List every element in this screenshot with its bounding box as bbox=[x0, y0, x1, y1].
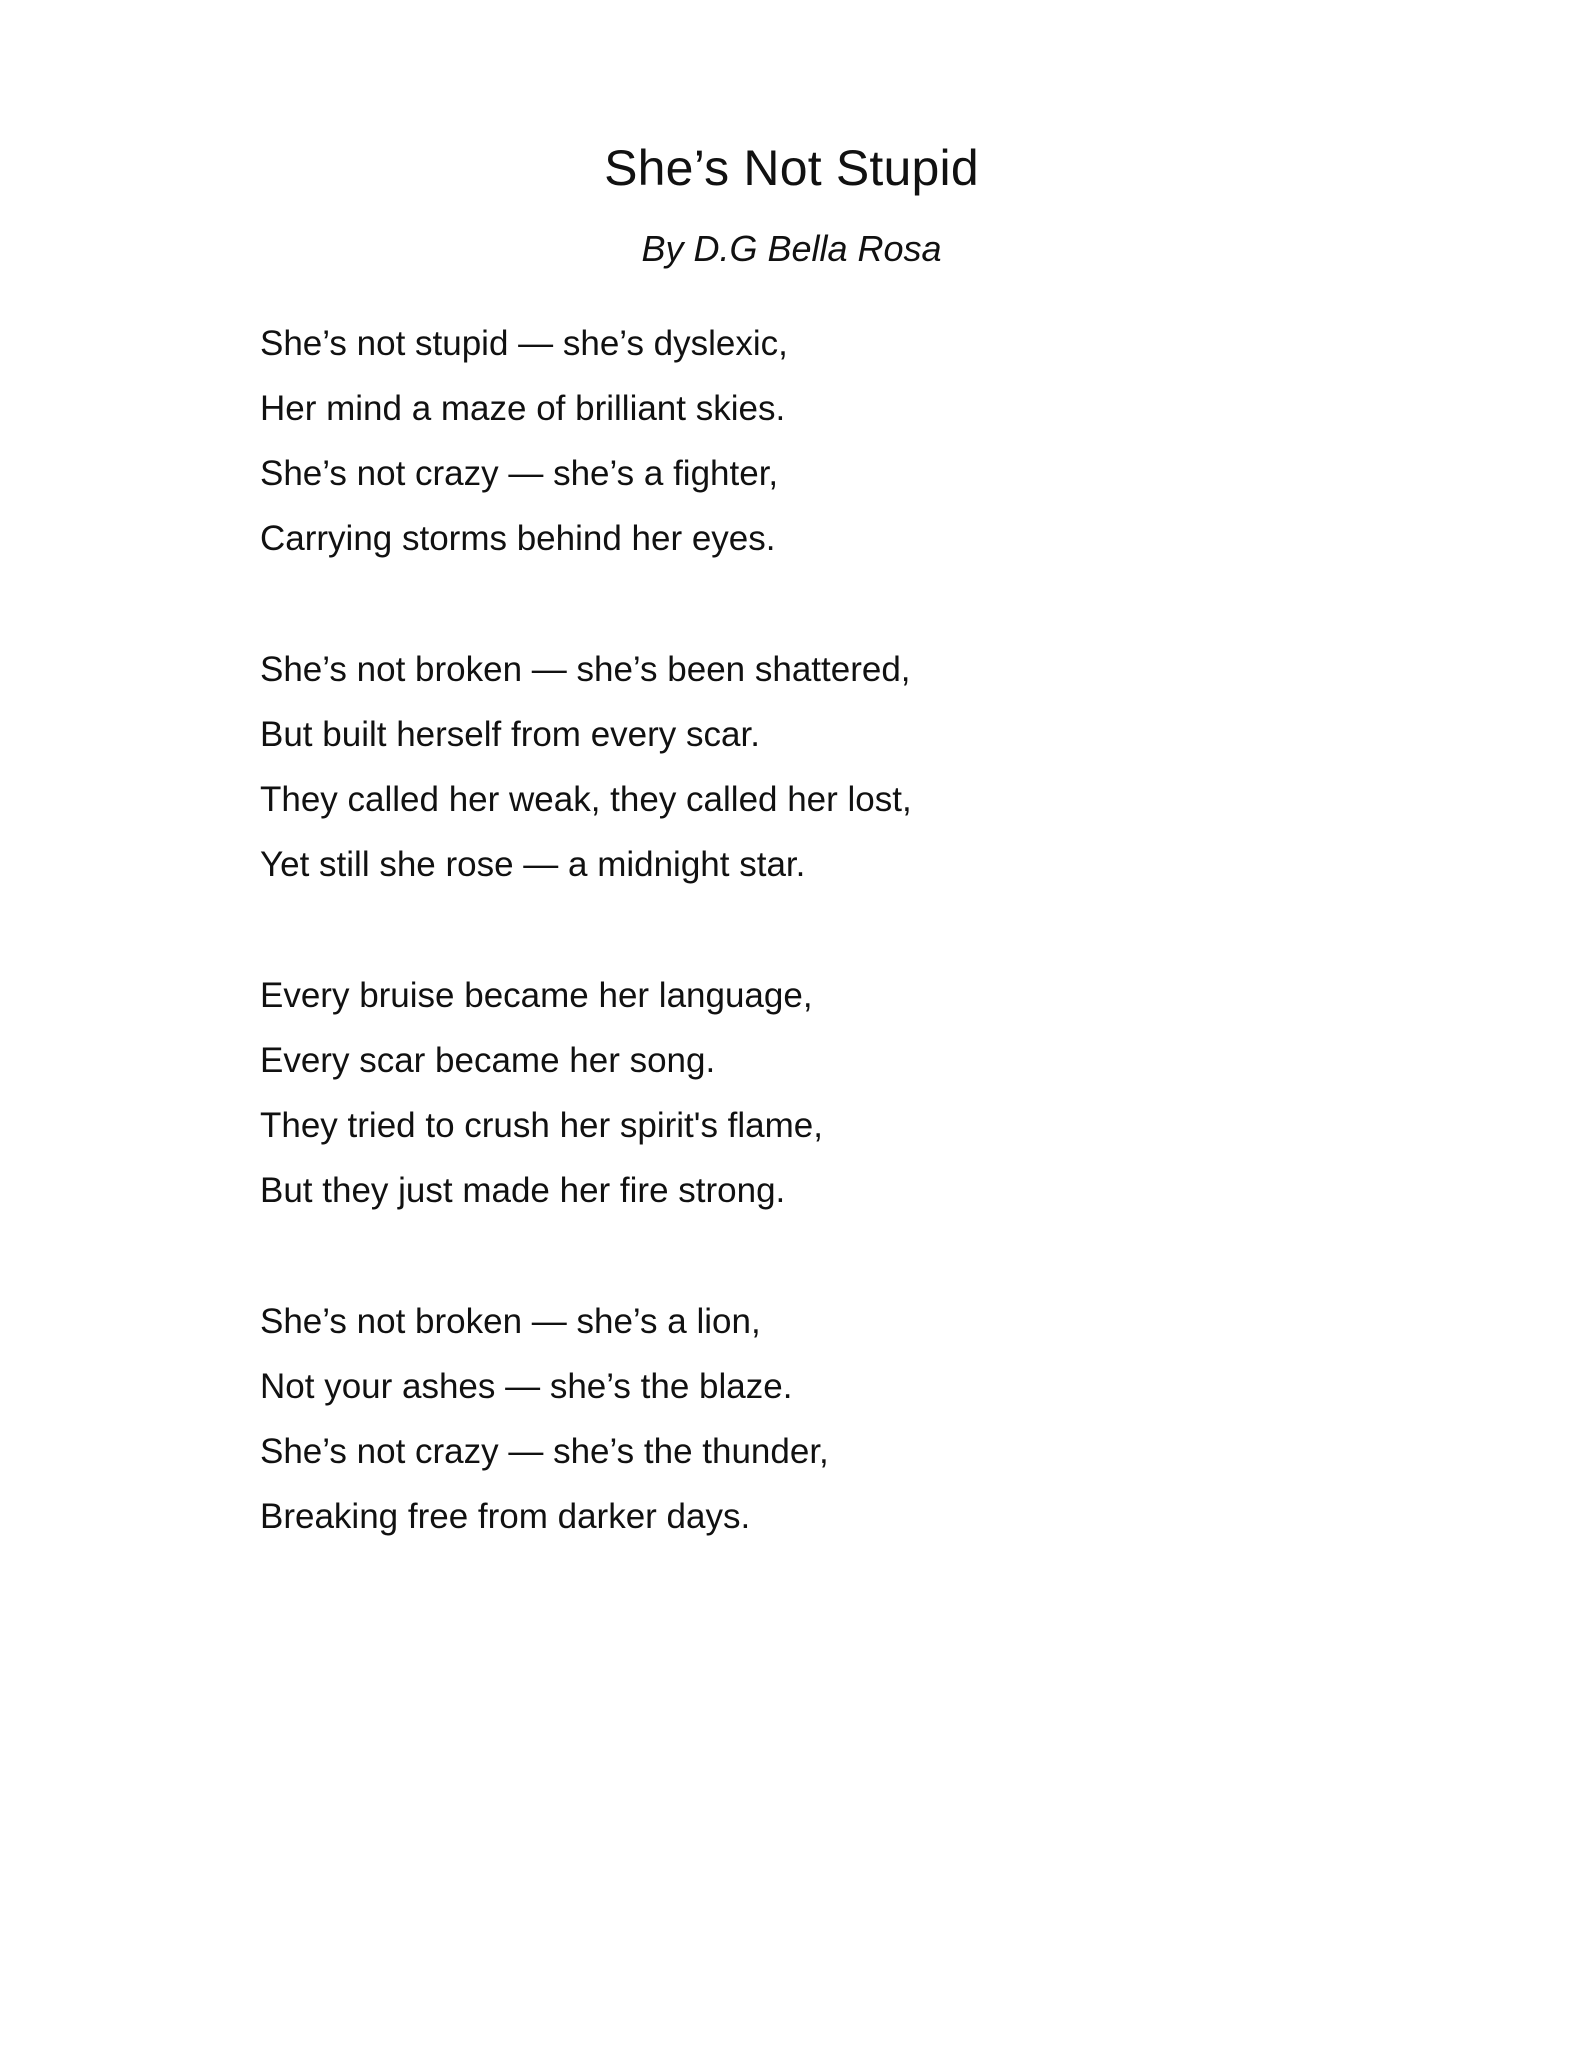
poem-line: But built herself from every scar. bbox=[260, 715, 760, 754]
poem-body bbox=[260, 311, 1360, 1615]
poem-title: She’s Not Stupid bbox=[604, 140, 979, 196]
poem-line: They called her weak, they called her lost, bbox=[260, 780, 912, 819]
poem-line: They tried to crush her spirit's flame, bbox=[260, 1106, 823, 1145]
poem-byline: By D.G Bella Rosa bbox=[641, 228, 942, 269]
poem-line: She’s not crazy — she’s the thunder, bbox=[260, 1432, 829, 1471]
stanza-3 bbox=[260, 963, 1360, 1223]
poem-line: She’s not crazy — she’s a fighter, bbox=[260, 454, 779, 493]
poem-line: Carrying storms behind her eyes. bbox=[260, 519, 776, 558]
stanza-1 bbox=[260, 311, 1360, 571]
poem-line: Every bruise became her language, bbox=[260, 976, 813, 1015]
poem-line: She’s not broken — she’s been shattered, bbox=[260, 650, 911, 689]
poem-line: Yet still she rose — a midnight star. bbox=[260, 845, 806, 884]
poem-line: Not your ashes — she’s the blaze. bbox=[260, 1367, 793, 1406]
poem-line: She’s not broken — she’s a lion, bbox=[260, 1302, 761, 1341]
poem-line: Breaking free from darker days. bbox=[260, 1497, 751, 1536]
stanza-2 bbox=[260, 637, 1360, 897]
poem-line: Every scar became her song. bbox=[260, 1041, 716, 1080]
poem-line: Her mind a maze of brilliant skies. bbox=[260, 389, 786, 428]
poem-line: But they just made her fire strong. bbox=[260, 1171, 786, 1210]
poem-line: She’s not stupid — she’s dyslexic, bbox=[260, 324, 788, 363]
stanza-4 bbox=[260, 1289, 1360, 1549]
